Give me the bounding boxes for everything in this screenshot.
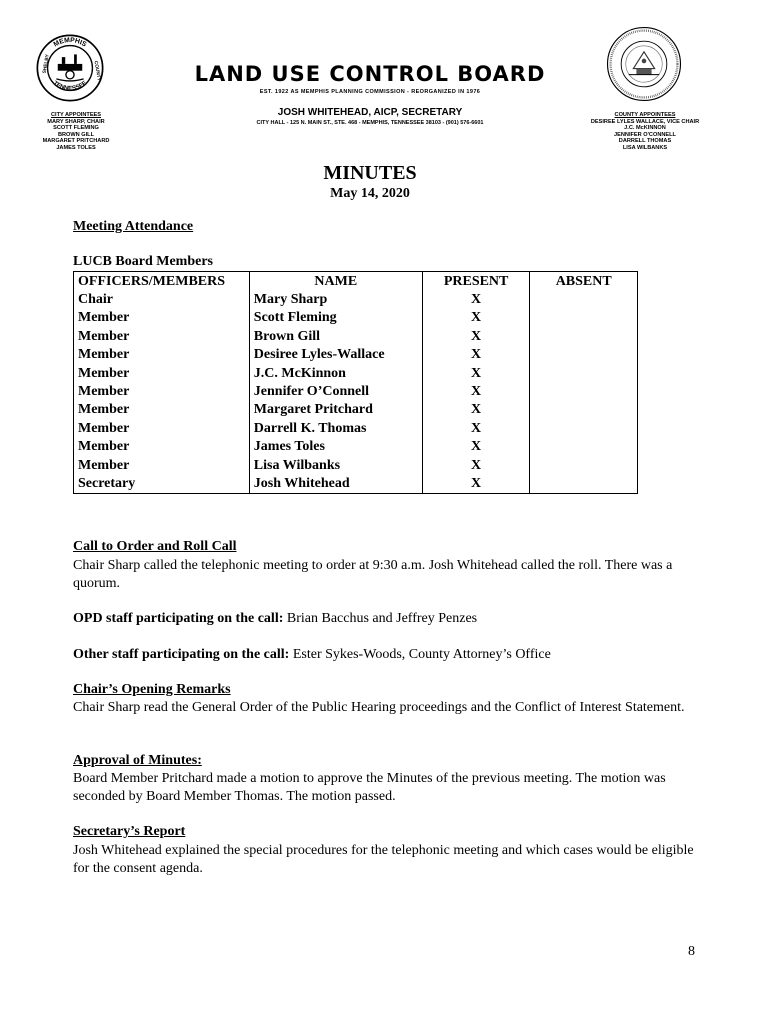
minutes-date: May 14, 2020 — [330, 186, 410, 201]
absent-cell — [530, 382, 637, 400]
name-cell: Mary Sharp — [250, 290, 423, 308]
present-cell: X — [423, 419, 531, 437]
table-row — [74, 346, 637, 364]
table-row — [74, 419, 637, 437]
present-cell: X — [423, 438, 531, 456]
city-appointees-heading: CITY APPOINTEES — [50, 112, 102, 118]
name-cell: Darrell K. Thomas — [250, 419, 423, 437]
city-appointee: MARY SHARP, CHAIR — [47, 118, 105, 125]
name-cell: Lisa Wilbanks — [250, 456, 423, 474]
call-to-order-heading: Call to Order and Roll Call — [73, 539, 237, 554]
table-row — [74, 456, 637, 474]
secretary-report-heading: Secretary’s Report — [73, 824, 186, 839]
table-row — [74, 290, 637, 308]
role-cell: Member — [74, 456, 250, 474]
present-cell: X — [423, 309, 531, 327]
opd-staff-label: OPD staff participating on the call: — [73, 611, 284, 626]
role-cell: Member — [74, 327, 250, 345]
secretary-report-text: Josh Whitehead explained the special procedures for the telephonic meeting and which cases would be eligible for the consent agenda. — [73, 843, 694, 876]
present-cell: X — [423, 474, 531, 492]
table-row — [74, 382, 637, 400]
county-appointee: DESIREE LYLES WALLACE, VICE CHAIR — [590, 118, 700, 125]
county-appointee: LISA WILBANKS — [622, 144, 668, 151]
present-cell: X — [423, 346, 531, 364]
present-cell: X — [423, 401, 531, 419]
attendance-heading: Meeting Attendance — [73, 219, 194, 234]
city-appointee: MARGARET PRITCHARD — [42, 138, 110, 145]
established-line: EST. 1922 AS MEMPHIS PLANNING COMMISSION - REORGANIZED IN 1976 — [259, 89, 481, 95]
absent-cell — [530, 346, 637, 364]
call-to-order-text: Chair Sharp called the telephonic meeting to order at 9:30 a.m. Josh Whitehead called the roll. There was a quorum. — [73, 558, 673, 591]
page-number: 8 — [688, 944, 695, 959]
city-seal-left-text: SHELBY — [42, 53, 51, 74]
other-staff-paragraph — [73, 646, 693, 664]
approval-heading: Approval of Minutes: — [73, 753, 202, 768]
role-cell: Member — [74, 364, 250, 382]
table-row — [74, 438, 637, 456]
absent-cell — [530, 474, 637, 492]
city-seal-right-text: COUNTY — [92, 60, 101, 82]
name-cell: Brown Gill — [250, 327, 423, 345]
role-cell: Member — [74, 401, 250, 419]
role-cell: Member — [74, 419, 250, 437]
present-cell: X — [423, 327, 531, 345]
name-cell: James Toles — [250, 438, 423, 456]
table-row — [74, 309, 637, 327]
table-row — [74, 474, 637, 492]
role-cell: Member — [74, 346, 250, 364]
table-header-row — [74, 272, 637, 290]
board-title: LAND USE CONTROL BOARD — [194, 62, 546, 86]
column-header: OFFICERS/MEMBERS — [74, 272, 250, 290]
present-cell: X — [423, 456, 531, 474]
secretary-line: JOSH WHITEHEAD, AICP, SECRETARY — [277, 107, 463, 118]
county-appointees-heading: COUNTY APPOINTEES — [614, 112, 676, 118]
absent-cell — [530, 401, 637, 419]
county-appointee: DARRELL THOMAS — [618, 138, 672, 145]
board-members-label: LUCB Board Members — [73, 254, 213, 269]
city-appointee: SCOTT FLEMING — [53, 125, 99, 132]
opening-remarks-heading: Chair’s Opening Remarks — [73, 682, 231, 697]
name-cell: Margaret Pritchard — [250, 401, 423, 419]
other-staff-text: Ester Sykes-Woods, County Attorney’s Office — [289, 647, 551, 662]
opd-staff-text: Brian Bacchus and Jeffrey Penzes — [283, 611, 478, 626]
county-appointee: J.C. McKINNON — [624, 125, 666, 132]
name-cell: Josh Whitehead — [250, 474, 423, 492]
absent-cell — [530, 364, 637, 382]
address-line: CITY HALL - 125 N. MAIN ST., STE. 468 - MEMPHIS, TENNESSEE 38103 - (901) 576-6601 — [256, 120, 484, 126]
role-cell: Secretary — [74, 474, 250, 492]
column-header: ABSENT — [555, 273, 612, 289]
absent-cell — [530, 438, 637, 456]
role-cell: Chair — [74, 290, 250, 308]
role-cell: Member — [74, 438, 250, 456]
city-appointee: JAMES TOLES — [56, 144, 96, 151]
absent-cell — [530, 419, 637, 437]
county-appointees — [585, 112, 705, 152]
opening-remarks-text: Chair Sharp read the General Order of the Public Hearing proceedings and the Conflict of Interest Statement. — [73, 700, 685, 715]
approval-text: Board Member Pritchard made a motion to approve the Minutes of the previous meeting. The motion was seconded by Board Member Thomas. The motion passed. — [73, 771, 666, 804]
present-cell: X — [423, 364, 531, 382]
absent-cell — [530, 309, 637, 327]
table-row — [74, 327, 637, 345]
other-staff-label: Other staff participating on the call: — [73, 647, 290, 662]
city-seal-bottom-text: TENNESSEE — [51, 79, 89, 93]
role-cell: Member — [74, 309, 250, 327]
name-cell: Jennifer O’Connell — [250, 382, 423, 400]
column-header: NAME — [250, 272, 423, 290]
absent-cell — [530, 290, 637, 308]
absent-cell — [530, 327, 637, 345]
minutes-title: MINUTES — [323, 162, 417, 184]
table-row — [74, 401, 637, 419]
absent-cell — [530, 456, 637, 474]
name-cell: J.C. McKinnon — [250, 364, 423, 382]
city-appointees — [36, 112, 116, 152]
present-cell: X — [423, 290, 531, 308]
table-row — [74, 364, 637, 382]
name-cell: Desiree Lyles-Wallace — [250, 346, 423, 364]
role-cell: Member — [74, 382, 250, 400]
city-seal-top-text: MEMPHIS — [52, 37, 88, 49]
present-cell: X — [423, 382, 531, 400]
name-cell: Scott Fleming — [250, 309, 423, 327]
column-header: PRESENT — [423, 272, 531, 290]
attendance-table — [73, 271, 638, 494]
city-appointee: BROWN GILL — [57, 131, 95, 138]
county-appointee: JENNIFER O'CONNELL — [614, 131, 676, 138]
opd-staff-paragraph — [73, 610, 693, 628]
